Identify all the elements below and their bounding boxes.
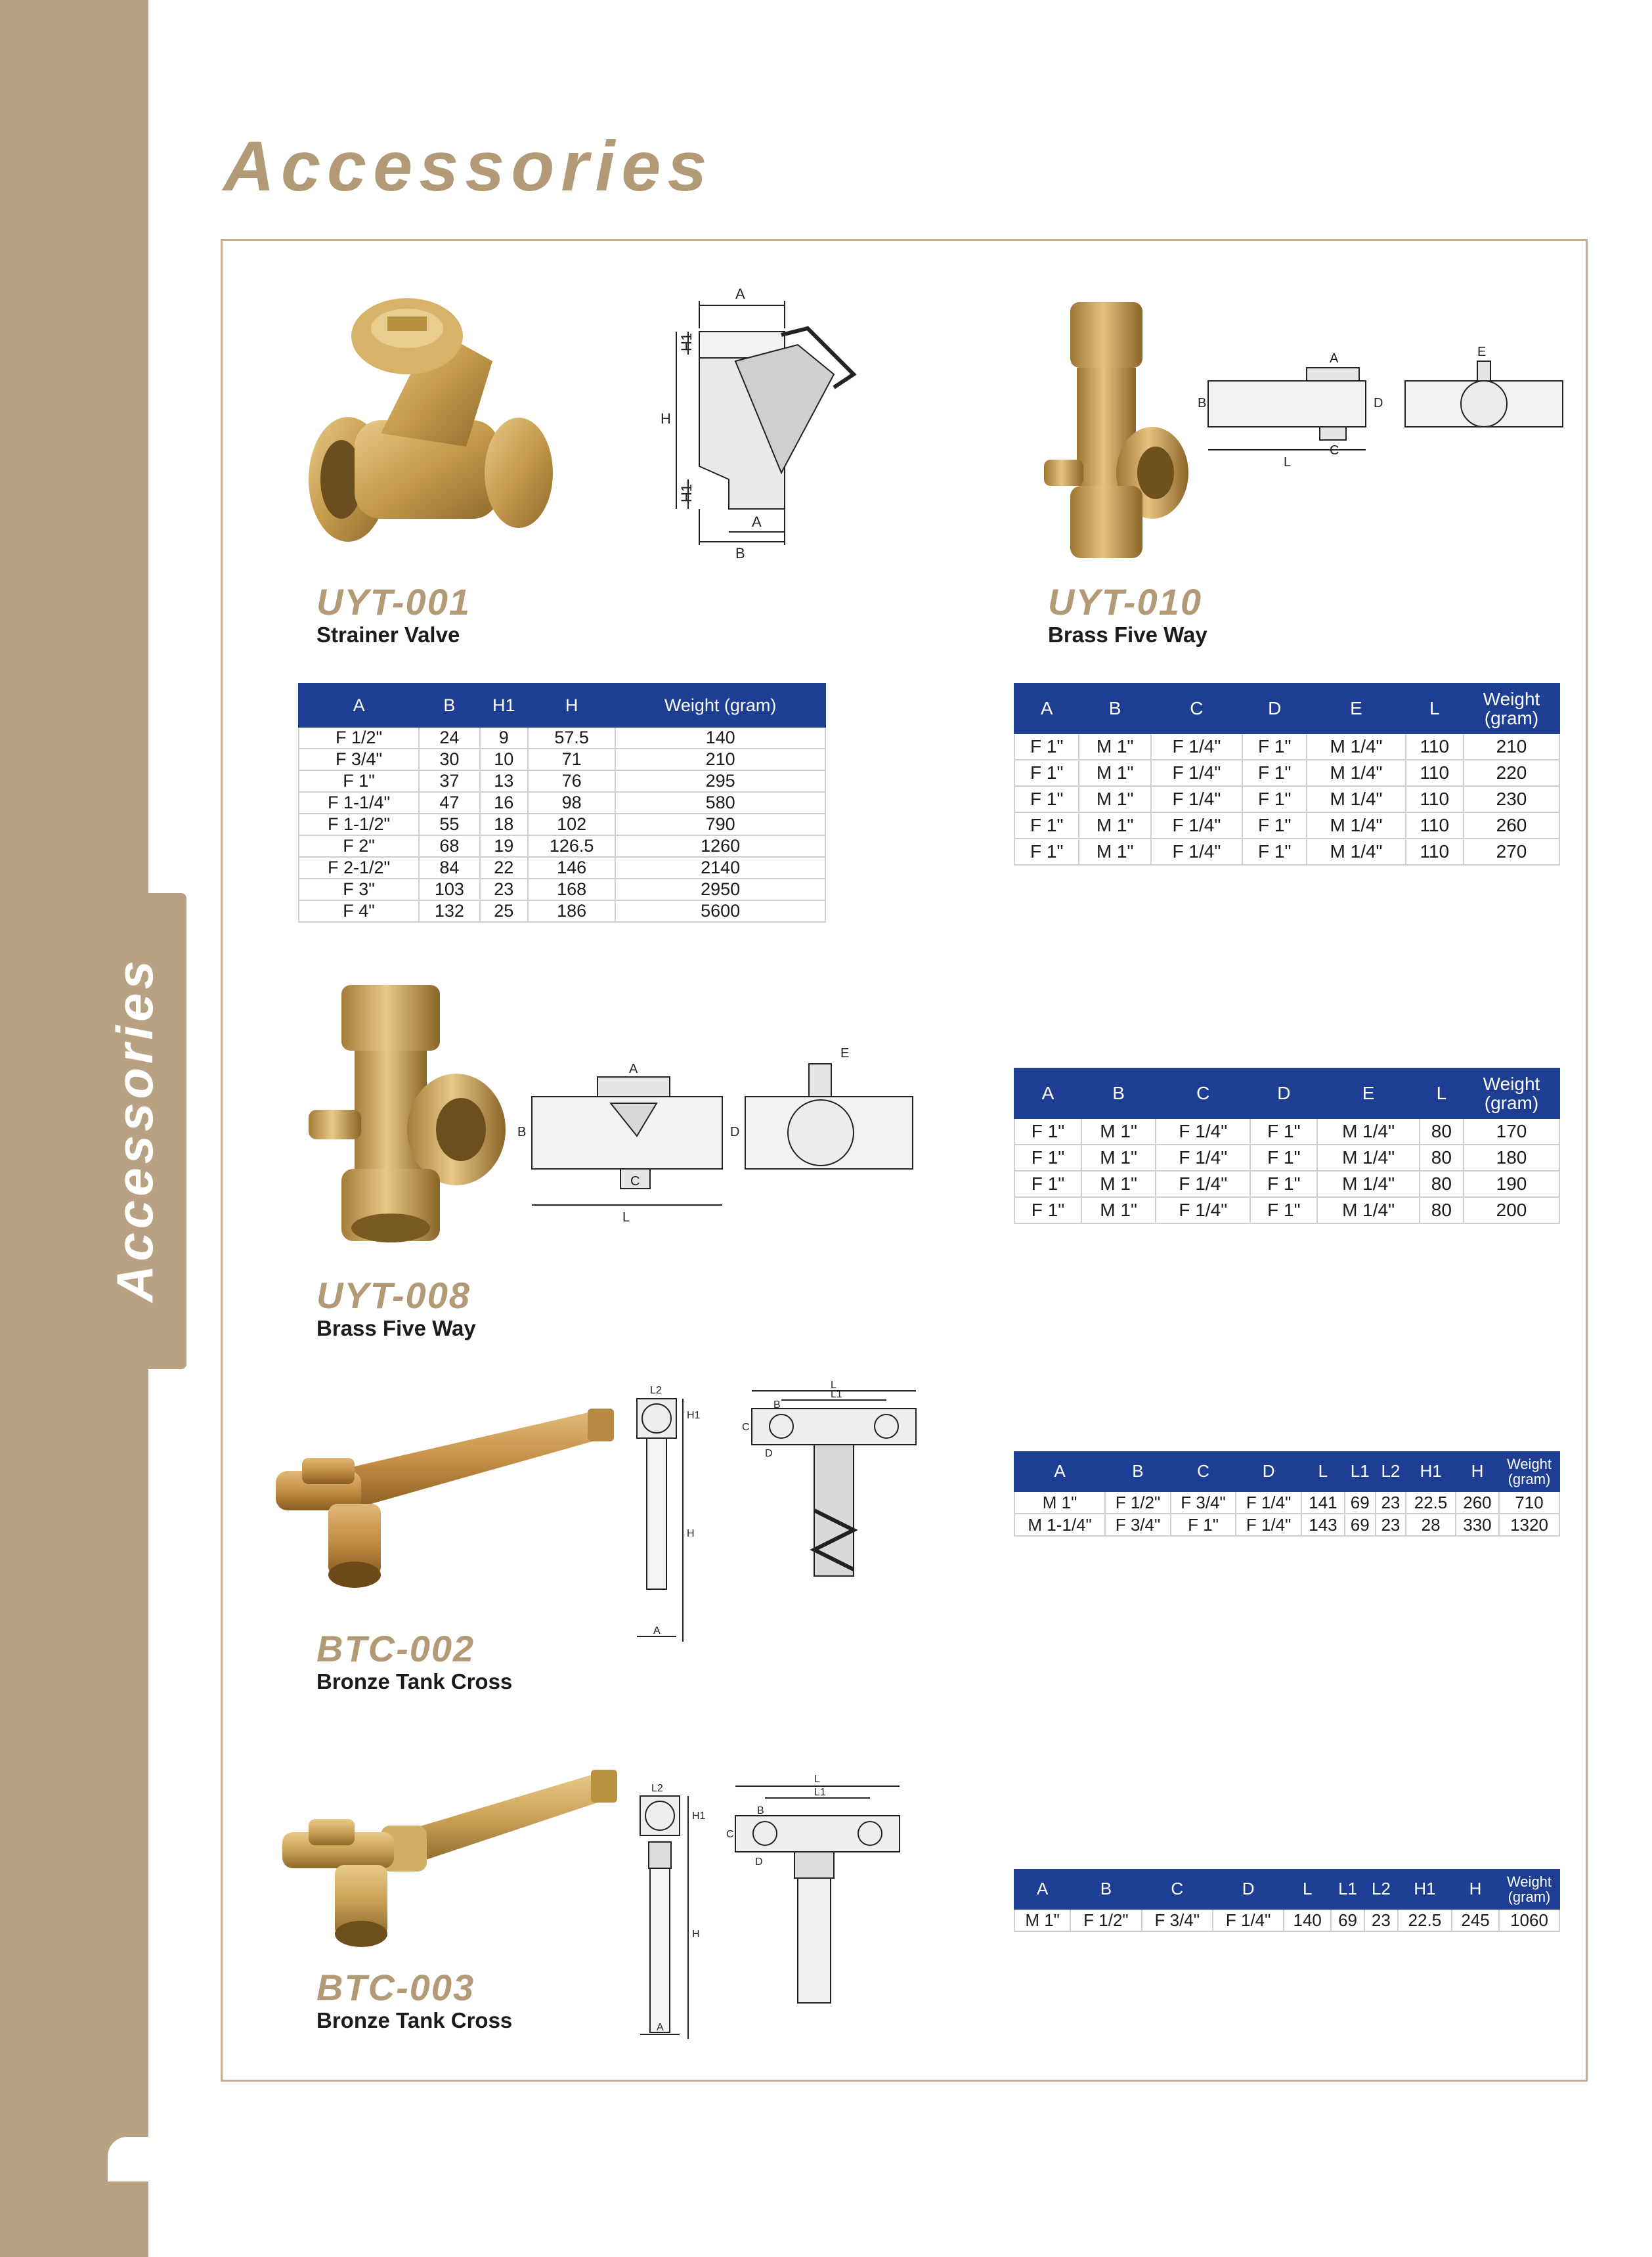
drawing-label-d: D <box>730 1125 740 1139</box>
cell: 1060 <box>1499 1909 1559 1931</box>
cell: M 1-1/4" <box>1014 1514 1105 1536</box>
cell: M 1/4" <box>1307 760 1405 786</box>
drawing-label-h1: H1 <box>687 1410 701 1421</box>
cell: 84 <box>419 857 479 879</box>
cell: 103 <box>419 879 479 900</box>
table-row <box>1014 1145 1559 1171</box>
spec-table-uyt-001 <box>298 683 826 923</box>
col-header: Weight (gram) <box>1464 1068 1559 1118</box>
table-row <box>299 879 825 900</box>
cell: M 1/4" <box>1307 839 1405 865</box>
cell: 18 <box>480 814 528 835</box>
drawing-label-l1: L1 <box>831 1389 842 1400</box>
drawing-label-b: B <box>1198 396 1207 410</box>
cell: 330 <box>1456 1514 1499 1536</box>
drawing-label-c: C <box>1330 443 1339 458</box>
cell: 98 <box>528 792 615 814</box>
bronze-tank-cross-photo <box>263 1399 624 1596</box>
cell: 30 <box>419 749 479 770</box>
cell: 146 <box>528 857 615 879</box>
cell: F 1" <box>1250 1171 1317 1197</box>
col-header: E <box>1317 1068 1419 1118</box>
table-row <box>299 727 825 749</box>
drawing-label-a: A <box>657 2022 664 2033</box>
col-header: Weight (gram) <box>1499 1452 1559 1491</box>
table-row <box>1014 839 1559 865</box>
page-title: Accessories <box>223 126 714 206</box>
spec-table-btc-002 <box>1014 1451 1560 1537</box>
cell: 1260 <box>615 835 825 857</box>
cell: F 1-1/2" <box>299 814 419 835</box>
drawing-label-l2: L2 <box>650 1385 662 1396</box>
drawing-label-a: A <box>1330 351 1339 366</box>
col-header: B <box>1070 1870 1141 1909</box>
product-name: Bronze Tank Cross <box>316 1669 513 1694</box>
spec-table-uyt-008 <box>1014 1068 1560 1224</box>
cell: 230 <box>1464 786 1559 812</box>
cell: F 1-1/4" <box>299 792 419 814</box>
cell: 10 <box>480 749 528 770</box>
cell: M 1/4" <box>1307 812 1405 839</box>
cell: M 1/4" <box>1317 1171 1419 1197</box>
side-label: Accessories <box>105 957 163 1302</box>
cell: F 1/4" <box>1156 1118 1250 1145</box>
col-header: Weight (gram) <box>1464 684 1559 734</box>
cell: F 1" <box>1250 1145 1317 1171</box>
cell: F 1" <box>1014 1118 1081 1145</box>
spec-table-uyt-010 <box>1014 683 1560 866</box>
drawing-label-e: E <box>1477 345 1487 359</box>
table-row <box>1014 812 1559 839</box>
drawing-label-a-top: A <box>735 286 745 302</box>
drawing-label-b: B <box>517 1125 527 1139</box>
col-header: L2 <box>1376 1452 1406 1491</box>
cell: F 1" <box>1242 812 1307 839</box>
drawing-label-b: B <box>735 545 745 561</box>
cell: F 1" <box>299 770 419 792</box>
cell: 22.5 <box>1398 1909 1452 1931</box>
cell: 168 <box>528 879 615 900</box>
col-header: C <box>1156 1068 1250 1118</box>
brass-five-way-drawing <box>1195 341 1589 486</box>
table-row <box>1014 1118 1559 1145</box>
table-row <box>1014 734 1559 760</box>
col-header: A <box>1014 684 1079 734</box>
cell: F 3" <box>299 879 419 900</box>
col-header: H1 <box>1406 1452 1456 1491</box>
product-code: UYT-001 <box>316 581 471 623</box>
cell: F 3/4" <box>1142 1909 1213 1931</box>
product-code: UYT-008 <box>316 1275 471 1316</box>
drawing-label-b: B <box>757 1805 764 1816</box>
cell: 180 <box>1464 1145 1559 1171</box>
cell: 110 <box>1406 760 1464 786</box>
cell: 132 <box>419 900 479 922</box>
cell: F 3/4" <box>1105 1514 1171 1536</box>
cell: 13 <box>480 770 528 792</box>
col-header: L2 <box>1364 1870 1398 1909</box>
drawing-label-c: C <box>630 1174 640 1189</box>
drawing-label-h: H <box>661 410 671 427</box>
cell: 170 <box>1464 1118 1559 1145</box>
cell: 295 <box>615 770 825 792</box>
col-header: D <box>1236 1452 1301 1491</box>
cell: 23 <box>1364 1909 1398 1931</box>
col-header: H <box>1456 1452 1499 1491</box>
cell: M 1" <box>1014 1491 1105 1514</box>
cell: F 1/4" <box>1151 812 1242 839</box>
table-row <box>299 835 825 857</box>
col-header: A <box>1014 1870 1070 1909</box>
cell: F 1" <box>1014 1197 1081 1223</box>
drawing-label-a-bottom: A <box>752 514 762 530</box>
cell: 110 <box>1406 839 1464 865</box>
col-header: L1 <box>1331 1870 1364 1909</box>
table-row <box>299 814 825 835</box>
cell: F 1/2" <box>299 727 419 749</box>
col-header: C <box>1151 684 1242 734</box>
cell: F 1" <box>1014 734 1079 760</box>
cell: F 1" <box>1014 786 1079 812</box>
cell: 69 <box>1345 1514 1376 1536</box>
cell: 210 <box>1464 734 1559 760</box>
cell: 80 <box>1420 1118 1464 1145</box>
cell: F 1" <box>1171 1514 1236 1536</box>
cell: F 1/2" <box>1105 1491 1171 1514</box>
strainer-valve-photo <box>302 289 565 552</box>
cell: F 1" <box>1014 839 1079 865</box>
cell: F 1" <box>1014 760 1079 786</box>
cell: 68 <box>419 835 479 857</box>
cell: 76 <box>528 770 615 792</box>
cell: F 3/4" <box>299 749 419 770</box>
cell: 141 <box>1301 1491 1345 1514</box>
cell: F 1" <box>1014 812 1079 839</box>
drawing-label-h: H <box>692 1929 700 1940</box>
drawing-label-h1-top: H1 <box>678 332 695 351</box>
brass-five-way-photo <box>1044 302 1188 565</box>
cell: 1320 <box>1499 1514 1559 1536</box>
table-row <box>299 900 825 922</box>
drawing-label-d: D <box>1374 396 1383 410</box>
drawing-label-h1-bottom: H1 <box>678 483 695 502</box>
cell: 790 <box>615 814 825 835</box>
table-row <box>1014 1491 1559 1514</box>
cell: 186 <box>528 900 615 922</box>
cell: F 2" <box>299 835 419 857</box>
col-header: A <box>1014 1452 1105 1491</box>
cell: F 1" <box>1242 839 1307 865</box>
product-code: UYT-010 <box>1048 581 1202 623</box>
bronze-tank-cross-photo <box>269 1760 624 1950</box>
product-code: BTC-003 <box>316 1967 475 2008</box>
drawing-label-a: A <box>653 1625 661 1636</box>
cell: F 2-1/2" <box>299 857 419 879</box>
drawing-label-h: H <box>687 1528 695 1539</box>
col-header: E <box>1307 684 1405 734</box>
cell: M 1/4" <box>1317 1197 1419 1223</box>
bronze-tank-cross-drawing <box>630 1760 946 2042</box>
drawing-label-a: A <box>629 1062 638 1076</box>
col-header: C <box>1142 1870 1213 1909</box>
cell: F 1/4" <box>1151 760 1242 786</box>
product-name: Bronze Tank Cross <box>316 2008 513 2032</box>
cell: 2140 <box>615 857 825 879</box>
cell: 110 <box>1406 734 1464 760</box>
cell: F 1" <box>1242 734 1307 760</box>
cell: 22 <box>480 857 528 879</box>
table-row <box>1014 1514 1559 1536</box>
col-header: B <box>419 684 479 727</box>
cell: F 1/4" <box>1151 839 1242 865</box>
col-header: H <box>1452 1870 1499 1909</box>
cell: 80 <box>1420 1197 1464 1223</box>
drawing-label-l1: L1 <box>814 1787 826 1798</box>
cell: 69 <box>1345 1491 1376 1514</box>
cell: F 1" <box>1242 786 1307 812</box>
cell: 19 <box>480 835 528 857</box>
drawing-label-l: L <box>1284 455 1292 470</box>
cell: 55 <box>419 814 479 835</box>
cell: 69 <box>1331 1909 1364 1931</box>
cell: M 1" <box>1081 1197 1156 1223</box>
product-name: Strainer Valve <box>316 623 460 647</box>
table-row <box>299 770 825 792</box>
brass-five-way-drawing <box>512 1038 919 1228</box>
cell: F 1" <box>1250 1118 1317 1145</box>
cell: M 1" <box>1079 812 1150 839</box>
col-header: C <box>1171 1452 1236 1491</box>
cell: 260 <box>1456 1491 1499 1514</box>
cell: 2950 <box>615 879 825 900</box>
cell: M 1/4" <box>1307 734 1405 760</box>
cell: 200 <box>1464 1197 1559 1223</box>
drawing-label-l: L <box>831 1380 837 1391</box>
cell: 260 <box>1464 812 1559 839</box>
cell: 210 <box>615 749 825 770</box>
cell: F 1" <box>1242 760 1307 786</box>
col-header: Weight (gram) <box>615 684 825 727</box>
cell: F 1/4" <box>1213 1909 1284 1931</box>
cell: F 3/4" <box>1171 1491 1236 1514</box>
spec-table-btc-003 <box>1014 1869 1560 1932</box>
cell: M 1" <box>1079 760 1150 786</box>
cell: F 1/4" <box>1156 1171 1250 1197</box>
cell: F 1/4" <box>1156 1145 1250 1171</box>
col-header: L <box>1301 1452 1345 1491</box>
col-header: Weight (gram) <box>1499 1870 1559 1909</box>
cell: 28 <box>1406 1514 1456 1536</box>
cell: 580 <box>615 792 825 814</box>
cell: M 1" <box>1081 1145 1156 1171</box>
cell: F 1" <box>1250 1197 1317 1223</box>
col-header: H1 <box>1398 1870 1452 1909</box>
cell: F 1/4" <box>1236 1514 1301 1536</box>
cell: 24 <box>419 727 479 749</box>
col-header: L <box>1420 1068 1464 1118</box>
col-header: L <box>1406 684 1464 734</box>
cell: 37 <box>419 770 479 792</box>
product-name: Brass Five Way <box>1048 623 1207 647</box>
drawing-label-b: B <box>773 1399 781 1411</box>
product-code: BTC-002 <box>316 1628 475 1669</box>
cell: 220 <box>1464 760 1559 786</box>
cell: 23 <box>1376 1491 1406 1514</box>
cell: 5600 <box>615 900 825 922</box>
drawing-label-l: L <box>814 1774 820 1785</box>
cell: M 1/4" <box>1317 1145 1419 1171</box>
cell: 710 <box>1499 1491 1559 1514</box>
cell: 190 <box>1464 1171 1559 1197</box>
cell: M 1" <box>1014 1909 1070 1931</box>
drawing-label-d: D <box>765 1448 773 1459</box>
drawing-label-d: D <box>755 1856 763 1868</box>
cell: M 1/4" <box>1307 786 1405 812</box>
col-header: L <box>1284 1870 1331 1909</box>
table-row <box>299 792 825 814</box>
cell: F 1/4" <box>1236 1491 1301 1514</box>
brass-five-way-photo <box>309 985 512 1248</box>
drawing-label-c: C <box>726 1829 734 1840</box>
col-header: B <box>1105 1452 1171 1491</box>
cell: M 1" <box>1081 1118 1156 1145</box>
cell: 126.5 <box>528 835 615 857</box>
cell: 270 <box>1464 839 1559 865</box>
cell: M 1/4" <box>1317 1118 1419 1145</box>
table-row <box>1014 1171 1559 1197</box>
cell: F 1/4" <box>1151 786 1242 812</box>
cell: 16 <box>480 792 528 814</box>
cell: F 1/4" <box>1151 734 1242 760</box>
cell: 80 <box>1420 1171 1464 1197</box>
cell: 143 <box>1301 1514 1345 1536</box>
col-header: A <box>299 684 419 727</box>
col-header: H <box>528 684 615 727</box>
cell: F 4" <box>299 900 419 922</box>
table-row <box>299 749 825 770</box>
col-header: A <box>1014 1068 1081 1118</box>
cell: 110 <box>1406 786 1464 812</box>
cell: F 1" <box>1014 1145 1081 1171</box>
col-header: D <box>1242 684 1307 734</box>
cell: 23 <box>480 879 528 900</box>
cell: F 1/2" <box>1070 1909 1141 1931</box>
cell: 140 <box>615 727 825 749</box>
drawing-label-h1: H1 <box>692 1810 706 1822</box>
cell: M 1" <box>1081 1171 1156 1197</box>
col-header: H1 <box>480 684 528 727</box>
cell: 71 <box>528 749 615 770</box>
cell: 57.5 <box>528 727 615 749</box>
table-row <box>1014 1909 1559 1931</box>
cell: F 1" <box>1014 1171 1081 1197</box>
cell: 23 <box>1376 1514 1406 1536</box>
col-header: B <box>1079 684 1150 734</box>
cell: 9 <box>480 727 528 749</box>
strainer-valve-drawing <box>657 282 873 565</box>
col-header: D <box>1213 1870 1284 1909</box>
cell: M 1" <box>1079 786 1150 812</box>
cell: F 1/4" <box>1156 1197 1250 1223</box>
cell: 110 <box>1406 812 1464 839</box>
cell: M 1" <box>1079 839 1150 865</box>
cell: 25 <box>480 900 528 922</box>
cell: 22.5 <box>1406 1491 1456 1514</box>
col-header: D <box>1250 1068 1317 1118</box>
product-name: Brass Five Way <box>316 1316 476 1340</box>
drawing-label-l2: L2 <box>651 1783 663 1794</box>
drawing-label-c: C <box>742 1422 750 1433</box>
col-header: B <box>1081 1068 1156 1118</box>
cell: 245 <box>1452 1909 1499 1931</box>
table-row <box>1014 1197 1559 1223</box>
table-row <box>1014 760 1559 786</box>
cell: 102 <box>528 814 615 835</box>
cell: 140 <box>1284 1909 1331 1931</box>
cell: 80 <box>1420 1145 1464 1171</box>
side-bar-notch <box>108 2137 148 2181</box>
table-row <box>1014 786 1559 812</box>
drawing-label-l: L <box>622 1210 630 1225</box>
col-header: L1 <box>1345 1452 1376 1491</box>
cell: 47 <box>419 792 479 814</box>
bronze-tank-cross-drawing <box>630 1379 946 1642</box>
table-row <box>299 857 825 879</box>
drawing-label-e: E <box>840 1046 850 1061</box>
cell: M 1" <box>1079 734 1150 760</box>
